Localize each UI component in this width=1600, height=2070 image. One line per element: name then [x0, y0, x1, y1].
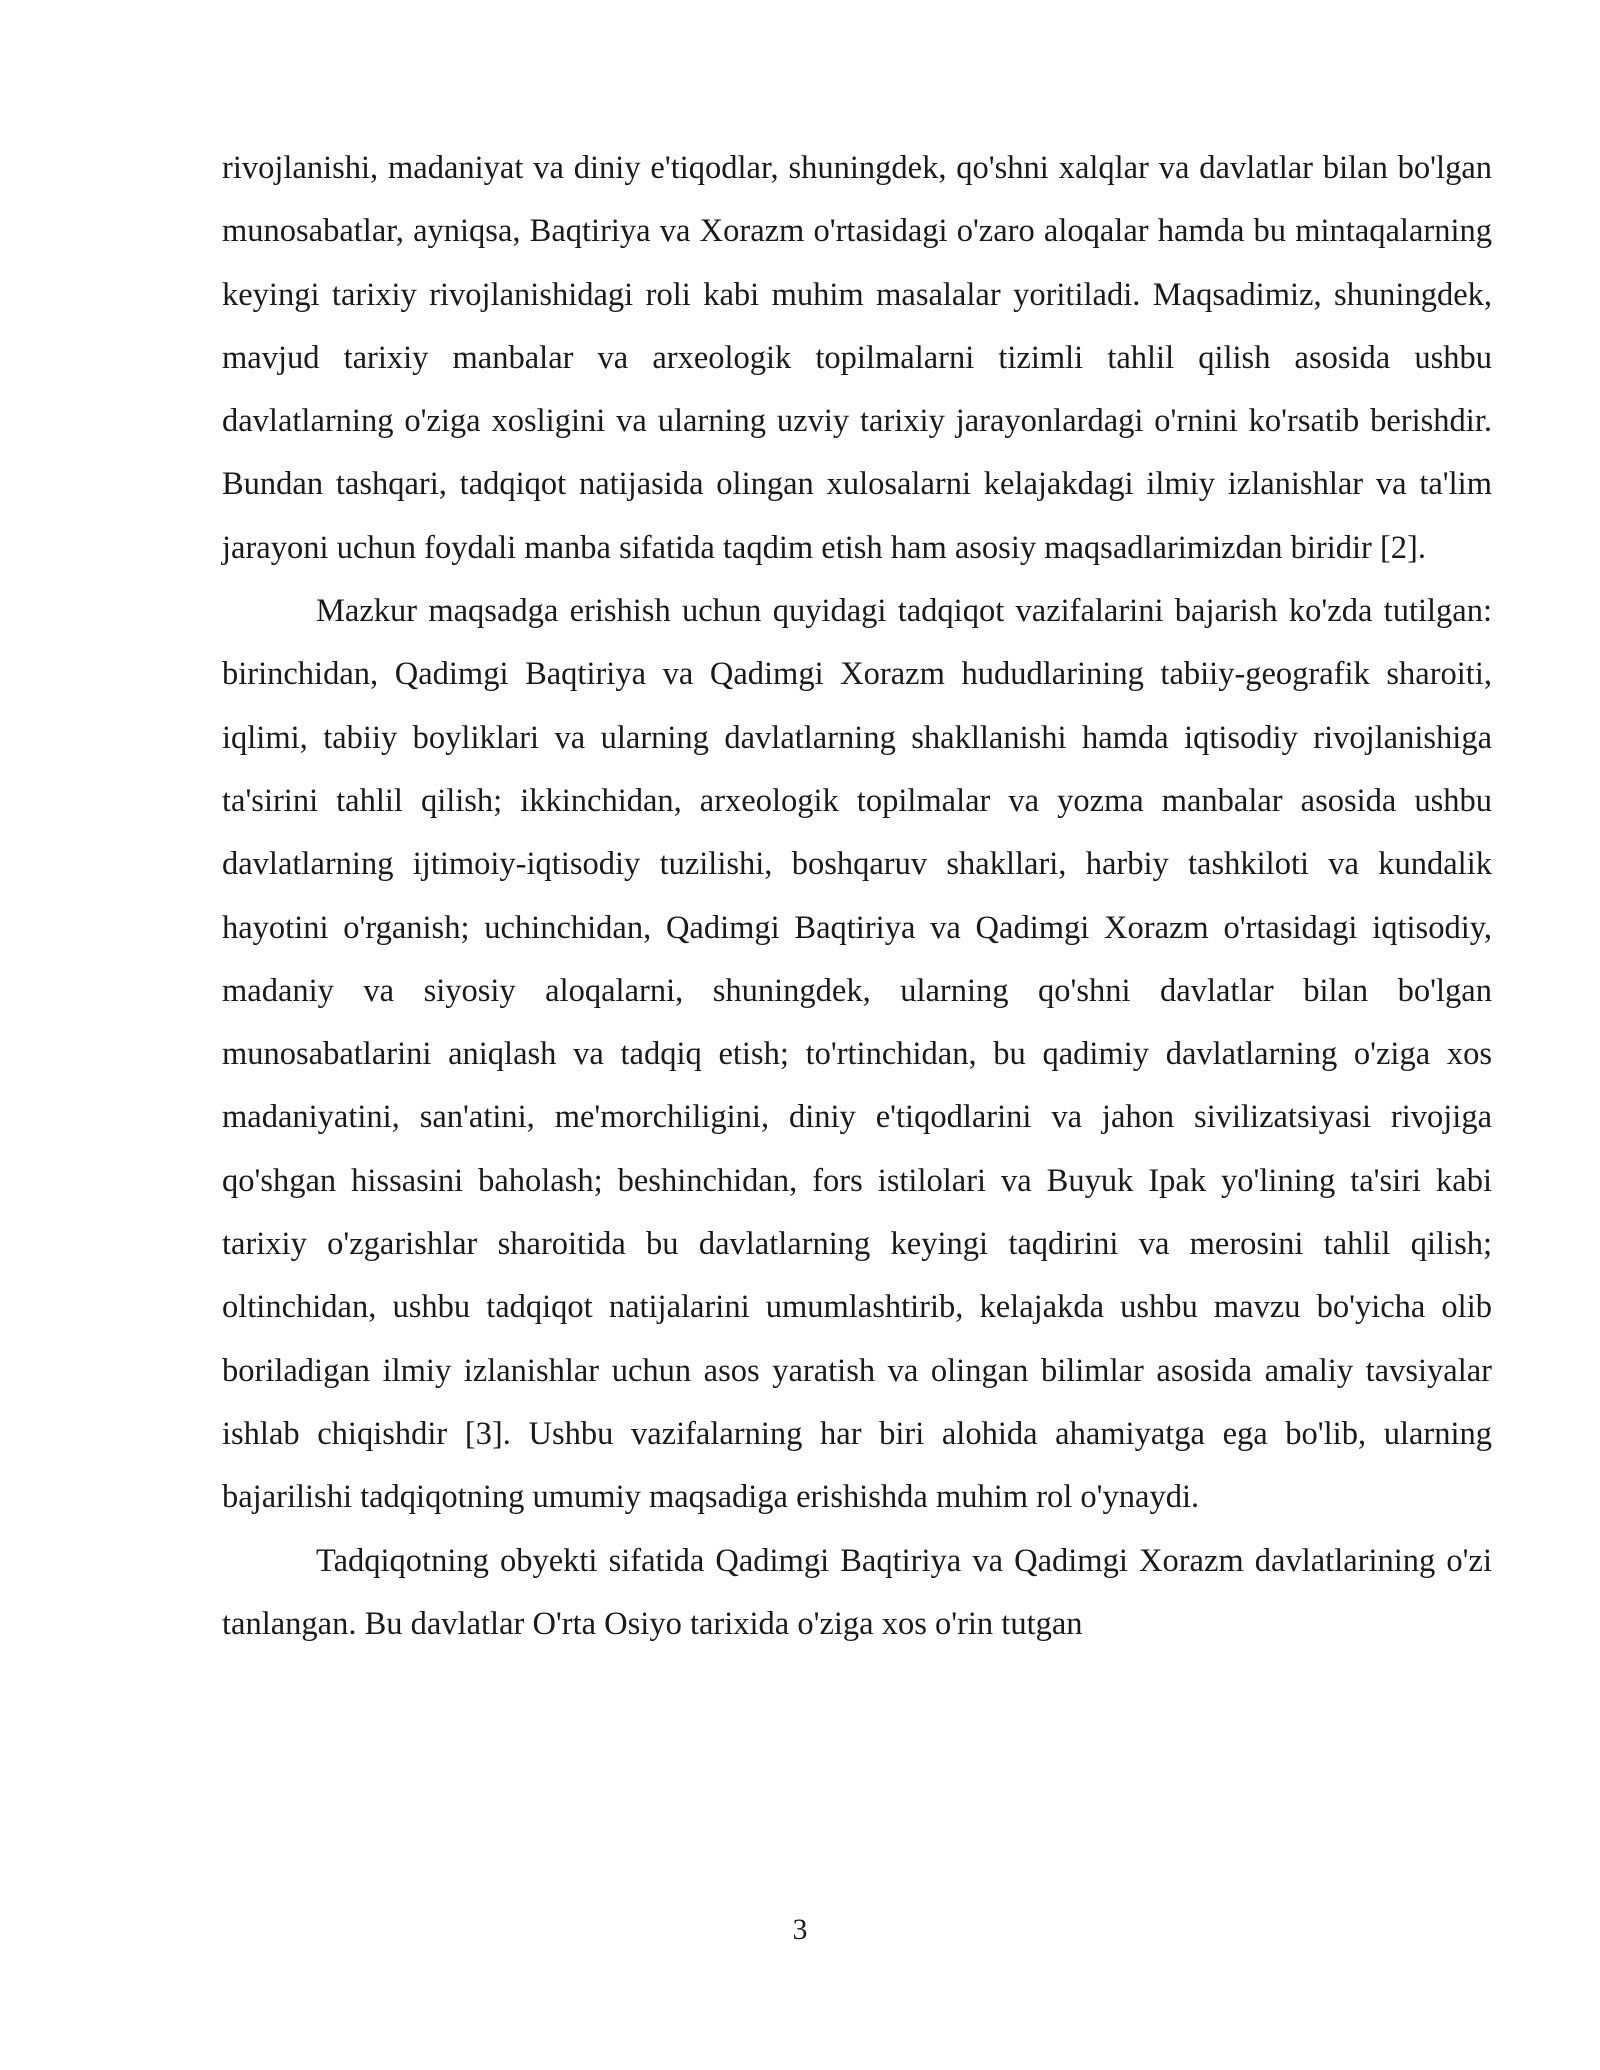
body-text — [222, 137, 1492, 1656]
page-number: 3 — [792, 1913, 808, 1946]
paragraph-research-tasks: Mazkur maqsadga erishish uchun quyidagi tadqiqot vazifalarini bajarish ko'zda tutilgan: birinchidan, Qadimgi Baqtiriya va Qadimgi Xorazm hududlarining tabiiy-geografik sharoiti, iqlimi, tabiiy boyliklari va ularning davlatlarning shakllanishi hamda iqtisodiy rivojlanishiga ta'sirini tahlil qilish; ikkinchidan, arxeologik topilmalar va yozma manbalar asosida ushbu davlatlarning ijtimoiy-iqtisodiy tuzilishi, boshqaruv shakllari, harbiy tashkiloti va kundalik hayotini o'rganish; uchinchidan, Qadimgi Baqtiriya va Qadimgi Xorazm o'rtasidagi iqtisodiy, madaniy va siyosiy aloqalarni, shuningdek, ularning qo'shni davlatlar bilan bo'lgan munosabatlarini aniqlash va tadqiq etish; to'rtinchidan, bu qadimiy davlatlarning o'ziga xos madaniyatini, san'atini, me'morchiligini, diniy e'tiqodlarini va jahon sivilizatsiyasi rivojiga qo'shgan hissasini baholash; beshinchidan, fors istilolari va Buyuk Ipak yo'lining ta'siri kabi tarixiy o'zgarishlar sharoitida bu davlatlarning keyingi taqdirini va merosini tahlil qilish; oltinchidan, ushbu tadqiqot natijalarini umumlashtirib, kelajakda ushbu mavzu bo'yicha olib boriladigan ilmiy izlanishlar uchun asos yaratish va olingan bilimlar asosida amaliy tavsiyalar ishlab chiqishdir [3]. Ushbu vazifalarning har biri alohida ahamiyatga ega bo'lib, ularning bajarilishi tadqiqotning umumiy maqsadiga erishishda muhim rol o'ynaydi. — [222, 593, 1492, 1516]
paragraph-continuation: rivojlanishi, madaniyat va diniy e'tiqodlar, shuningdek, qo'shni xalqlar va davlatlar bilan bo'lgan munosabatlar, ayniqsa, Baqtiriya va Xorazm o'rtasidagi o'zaro aloqalar hamda bu mintaqalarning keyingi tarixiy rivojlanishidagi roli kabi muhim masalalar yoritiladi. Maqsadimiz, shuningdek, mavjud tarixiy manbalar va arxeologik topilmalarni tizimli tahlil qilish asosida ushbu davlatlarning o'ziga xosligini va ularning uzviy tarixiy jarayonlardagi o'rnini ko'rsatib berishdir. Bundan tashqari, tadqiqot natijasida olingan xulosalarni kelajakdagi ilmiy izlanishlar va ta'lim jarayoni uchun foydali manba sifatida taqdim etish ham asosiy maqsadlarimizdan biridir [2]. — [222, 150, 1492, 566]
paragraph-research-object: Tadqiqotning obyekti sifatida Qadimgi Baqtiriya va Qadimgi Xorazm davlatlarining o'zi tanlangan. Bu davlatlar O'rta Osiyo tarixida o'ziga xos o'rin tutgan — [222, 1542, 1492, 1642]
